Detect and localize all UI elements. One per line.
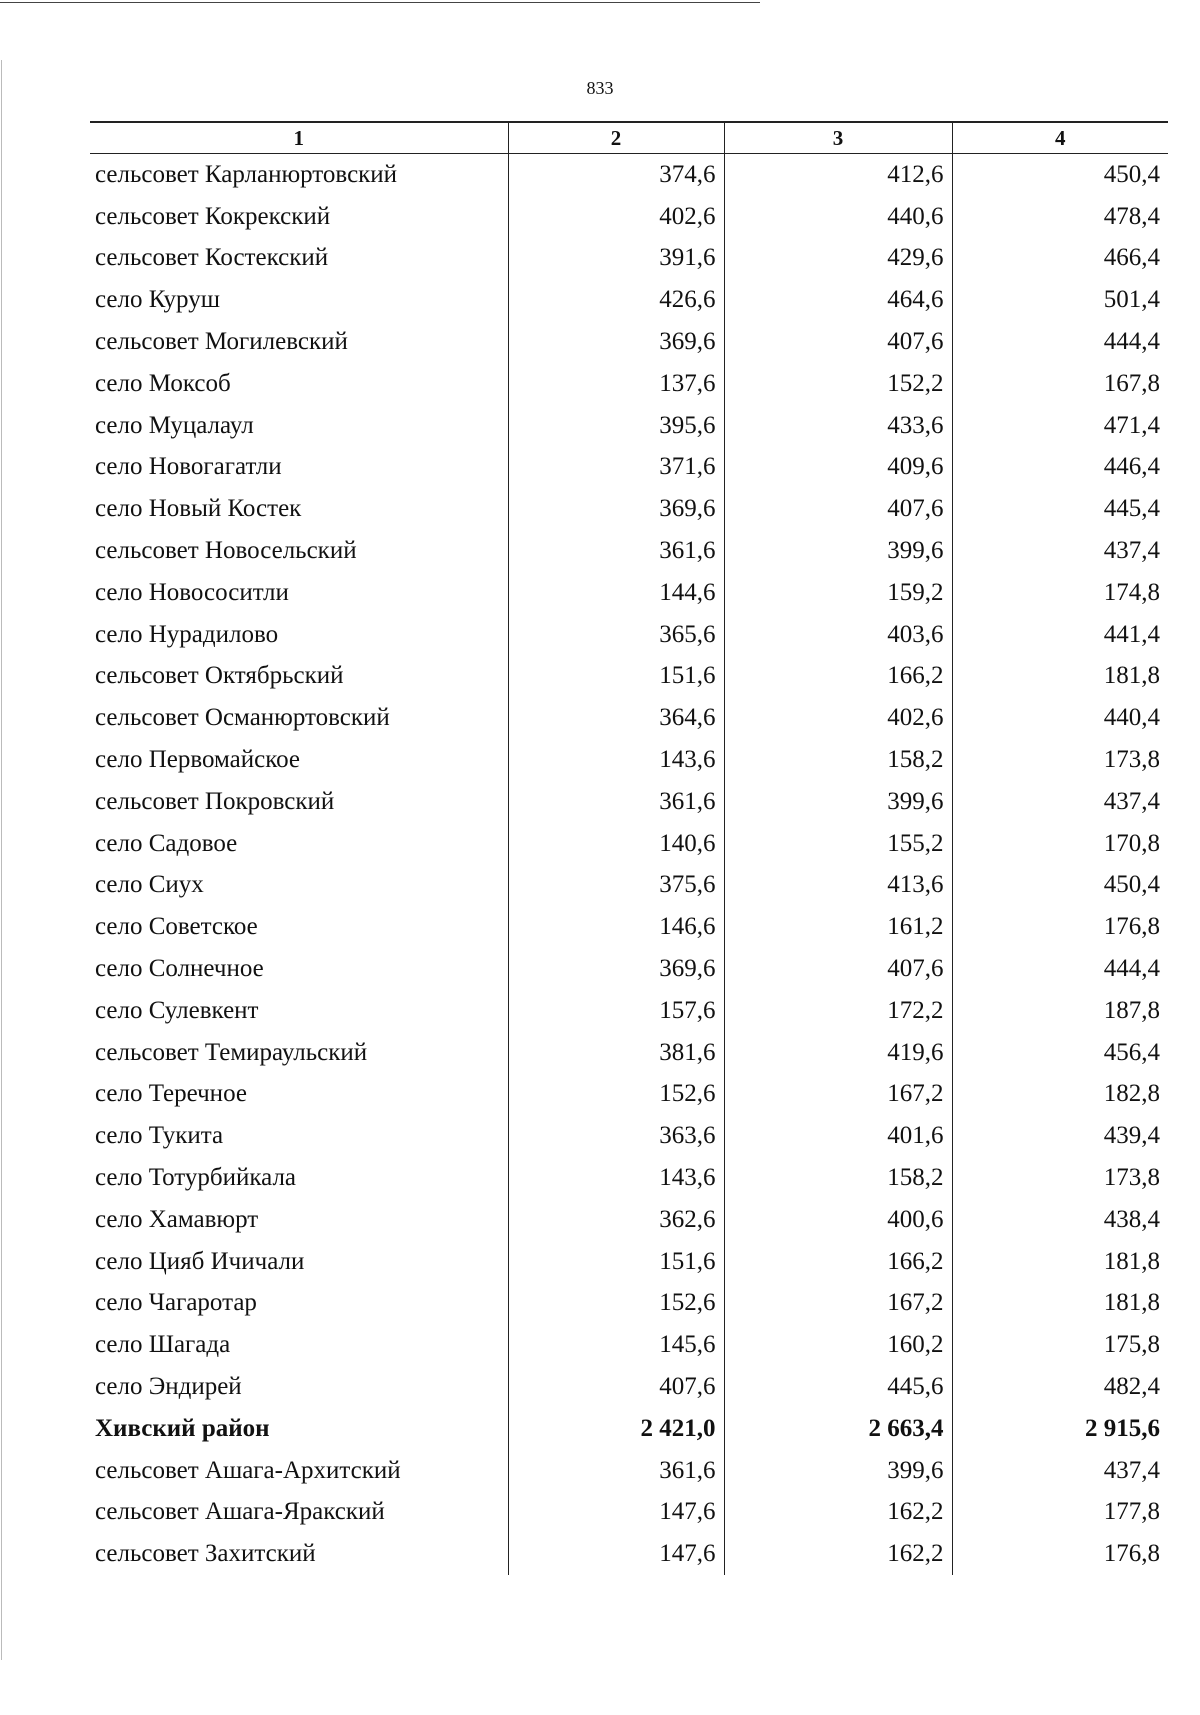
row-value-col4: 450,4 <box>952 154 1168 196</box>
column-header-2: 2 <box>508 122 724 154</box>
row-name-cell: сельсовет Захитский <box>95 1540 316 1568</box>
row-value-col2: 365,6 <box>508 614 724 656</box>
row-value-col3: 403,6 <box>724 614 952 656</box>
row-value-col4: 173,8 <box>952 739 1168 781</box>
row-name-cell: сельсовет Темираульский <box>95 1038 368 1066</box>
row-value-col3: 158,2 <box>724 739 952 781</box>
row-value-col4: 440,4 <box>952 697 1168 739</box>
row-value-col4: 176,8 <box>952 906 1168 948</box>
row-value-col3: 399,6 <box>724 1450 952 1492</box>
row-value-col4: 478,4 <box>952 196 1168 238</box>
row-name-cell: село Шагада <box>95 1331 231 1359</box>
row-value-col3: 412,6 <box>724 154 952 196</box>
row-value-col4: 446,4 <box>952 447 1168 489</box>
row-value-col2: 147,6 <box>508 1492 724 1534</box>
row-value-col4: 466,4 <box>952 238 1168 280</box>
column-header-4: 4 <box>952 122 1168 154</box>
row-name-cell: сельсовет Карланюртовский <box>95 160 398 188</box>
row-name-cell: сельсовет Ашага-Яракский <box>95 1498 385 1526</box>
table-row <box>90 1074 1168 1116</box>
row-value-col4: 181,8 <box>952 1241 1168 1283</box>
row-value-col4: 173,8 <box>952 1157 1168 1199</box>
row-value-col2: 361,6 <box>508 781 724 823</box>
table-row <box>90 405 1168 447</box>
row-value-col3: 413,6 <box>724 865 952 907</box>
table-row <box>90 1366 1168 1408</box>
row-name-cell: село Куруш <box>95 286 220 314</box>
row-value-col4: 445,4 <box>952 488 1168 530</box>
table-row <box>90 656 1168 698</box>
row-name-cell: сельсовет Покровский <box>95 787 335 815</box>
row-value-col2: 361,6 <box>508 530 724 572</box>
row-value-col4: 2 915,6 <box>952 1408 1168 1450</box>
row-value-col2: 147,6 <box>508 1533 724 1575</box>
row-name-cell: село Чагаротар <box>95 1289 257 1317</box>
row-value-col2: 371,6 <box>508 447 724 489</box>
row-name-cell: село Первомайское <box>95 746 301 774</box>
table-header <box>90 122 1168 154</box>
row-name-cell: село Новогагатли <box>95 453 282 481</box>
row-value-col4: 167,8 <box>952 363 1168 405</box>
table-row <box>90 530 1168 572</box>
row-name-cell: село Муцалаул <box>95 411 254 439</box>
table-row <box>90 1199 1168 1241</box>
row-value-col4: 441,4 <box>952 614 1168 656</box>
row-value-col3: 409,6 <box>724 447 952 489</box>
row-name-cell: село Хамавюрт <box>95 1205 259 1233</box>
table-row <box>90 948 1168 990</box>
row-value-col2: 152,6 <box>508 1074 724 1116</box>
row-name-cell: село Тотурбийкала <box>95 1164 297 1192</box>
table-row <box>90 990 1168 1032</box>
table-row <box>90 447 1168 489</box>
row-value-col4: 170,8 <box>952 823 1168 865</box>
row-value-col3: 159,2 <box>724 572 952 614</box>
row-name-cell: село Сиух <box>95 871 204 899</box>
row-value-col3: 401,6 <box>724 1115 952 1157</box>
row-value-col2: 144,6 <box>508 572 724 614</box>
row-name-cell: сельсовет Османюртовский <box>95 704 390 732</box>
row-value-col4: 438,4 <box>952 1199 1168 1241</box>
table-row <box>90 363 1168 405</box>
row-value-col2: 369,6 <box>508 488 724 530</box>
row-value-col4: 482,4 <box>952 1366 1168 1408</box>
row-name-cell: сельсовет Кокрекский <box>95 202 331 230</box>
row-value-col4: 444,4 <box>952 321 1168 363</box>
row-value-col2: 374,6 <box>508 154 724 196</box>
row-name-cell: Хивский район <box>95 1414 270 1442</box>
row-name-cell: село Садовое <box>95 829 238 857</box>
row-value-col3: 166,2 <box>724 656 952 698</box>
column-header-3: 3 <box>724 122 952 154</box>
row-value-col3: 167,2 <box>724 1283 952 1325</box>
row-value-col3: 155,2 <box>724 823 952 865</box>
row-name-cell: село Новососитли <box>95 578 289 606</box>
table-row <box>90 1533 1168 1575</box>
row-value-col3: 407,6 <box>724 321 952 363</box>
table-row <box>90 739 1168 781</box>
row-value-col3: 2 663,4 <box>724 1408 952 1450</box>
row-value-col2: 363,6 <box>508 1115 724 1157</box>
row-value-col2: 145,6 <box>508 1324 724 1366</box>
row-value-col4: 181,8 <box>952 1283 1168 1325</box>
row-value-col2: 369,6 <box>508 948 724 990</box>
row-value-col2: 2 421,0 <box>508 1408 724 1450</box>
row-value-col4: 456,4 <box>952 1032 1168 1074</box>
row-name-cell: село Эндирей <box>95 1373 242 1400</box>
table-row <box>90 321 1168 363</box>
row-value-col3: 407,6 <box>724 948 952 990</box>
row-value-col4: 437,4 <box>952 530 1168 572</box>
row-name-cell: сельсовет Новосельский <box>95 537 357 565</box>
row-value-col2: 369,6 <box>508 321 724 363</box>
row-value-col2: 143,6 <box>508 1157 724 1199</box>
row-value-col3: 399,6 <box>724 781 952 823</box>
row-value-col4: 471,4 <box>952 405 1168 447</box>
table-row <box>90 279 1168 321</box>
row-value-col2: 157,6 <box>508 990 724 1032</box>
table-row <box>90 1157 1168 1199</box>
row-value-col4: 175,8 <box>952 1324 1168 1366</box>
column-header-1: 1 <box>90 122 508 154</box>
row-value-col2: 426,6 <box>508 279 724 321</box>
table-row <box>90 1408 1168 1450</box>
table-row <box>90 1492 1168 1534</box>
row-value-col2: 137,6 <box>508 363 724 405</box>
row-value-col4: 444,4 <box>952 948 1168 990</box>
row-value-col2: 146,6 <box>508 906 724 948</box>
row-name-cell: село Советское <box>95 913 258 941</box>
row-name-cell: село Моксоб <box>95 369 231 397</box>
row-value-col2: 151,6 <box>508 1241 724 1283</box>
row-name-cell: село Теречное <box>95 1080 247 1108</box>
row-value-col3: 407,6 <box>724 488 952 530</box>
row-value-col3: 464,6 <box>724 279 952 321</box>
row-value-col2: 143,6 <box>508 739 724 781</box>
table-row <box>90 1324 1168 1366</box>
table-row <box>90 1241 1168 1283</box>
row-value-col3: 162,2 <box>724 1492 952 1534</box>
row-value-col4: 437,4 <box>952 781 1168 823</box>
row-value-col3: 429,6 <box>724 238 952 280</box>
row-value-col2: 375,6 <box>508 865 724 907</box>
table-row <box>90 614 1168 656</box>
row-value-col4: 450,4 <box>952 865 1168 907</box>
row-value-col3: 162,2 <box>724 1533 952 1575</box>
row-value-col3: 158,2 <box>724 1157 952 1199</box>
row-value-col3: 445,6 <box>724 1366 952 1408</box>
page-number: 833 <box>586 78 614 98</box>
data-table <box>90 121 1168 1575</box>
row-name-cell: сельсовет Костекский <box>95 244 329 272</box>
row-value-col2: 361,6 <box>508 1450 724 1492</box>
row-value-col2: 407,6 <box>508 1366 724 1408</box>
table-row <box>90 823 1168 865</box>
row-name-cell: сельсовет Могилевский <box>95 328 348 356</box>
row-value-col3: 160,2 <box>724 1324 952 1366</box>
row-name-cell: село Нурадилово <box>95 620 279 648</box>
table-body <box>90 154 1168 1576</box>
scan-left-edge <box>1 60 2 1660</box>
table-row <box>90 906 1168 948</box>
table-row <box>90 697 1168 739</box>
row-value-col4: 501,4 <box>952 279 1168 321</box>
row-value-col4: 176,8 <box>952 1533 1168 1575</box>
table-row <box>90 154 1168 196</box>
row-value-col3: 172,2 <box>724 990 952 1032</box>
row-value-col2: 395,6 <box>508 405 724 447</box>
row-value-col4: 182,8 <box>952 1074 1168 1116</box>
row-value-col3: 440,6 <box>724 196 952 238</box>
row-name-cell: село Солнечное <box>95 955 264 983</box>
row-value-col4: 177,8 <box>952 1492 1168 1534</box>
row-name-cell: село Цияб Ичичали <box>95 1247 305 1275</box>
row-value-col3: 433,6 <box>724 405 952 447</box>
row-value-col3: 167,2 <box>724 1074 952 1116</box>
row-value-col4: 181,8 <box>952 656 1168 698</box>
table-row <box>90 1115 1168 1157</box>
row-value-col2: 364,6 <box>508 697 724 739</box>
table-row <box>90 1032 1168 1074</box>
table-row <box>90 238 1168 280</box>
table-row <box>90 488 1168 530</box>
table-row <box>90 865 1168 907</box>
table-row <box>90 1450 1168 1492</box>
row-value-col3: 402,6 <box>724 697 952 739</box>
row-value-col3: 166,2 <box>724 1241 952 1283</box>
row-value-col2: 381,6 <box>508 1032 724 1074</box>
header-row <box>90 122 1168 154</box>
row-name-cell: село Тукита <box>95 1122 224 1150</box>
row-value-col2: 151,6 <box>508 656 724 698</box>
row-value-col2: 140,6 <box>508 823 724 865</box>
row-name-cell: село Сулевкент <box>95 996 259 1024</box>
row-value-col3: 161,2 <box>724 906 952 948</box>
row-value-col2: 362,6 <box>508 1199 724 1241</box>
row-name-cell: сельсовет Октябрьский <box>95 662 344 690</box>
row-value-col3: 419,6 <box>724 1032 952 1074</box>
scan-edge-line <box>0 2 760 3</box>
row-value-col2: 391,6 <box>508 238 724 280</box>
row-value-col3: 399,6 <box>724 530 952 572</box>
row-name-cell: сельсовет Ашага-Архитский <box>95 1456 401 1484</box>
row-value-col2: 152,6 <box>508 1283 724 1325</box>
row-value-col4: 437,4 <box>952 1450 1168 1492</box>
row-value-col4: 439,4 <box>952 1115 1168 1157</box>
table-row <box>90 1283 1168 1325</box>
row-value-col4: 174,8 <box>952 572 1168 614</box>
table-row <box>90 572 1168 614</box>
table-row <box>90 196 1168 238</box>
row-value-col4: 187,8 <box>952 990 1168 1032</box>
row-value-col3: 400,6 <box>724 1199 952 1241</box>
table-row <box>90 781 1168 823</box>
row-name-cell: село Новый Костек <box>95 495 302 523</box>
row-value-col2: 402,6 <box>508 196 724 238</box>
row-value-col3: 152,2 <box>724 363 952 405</box>
